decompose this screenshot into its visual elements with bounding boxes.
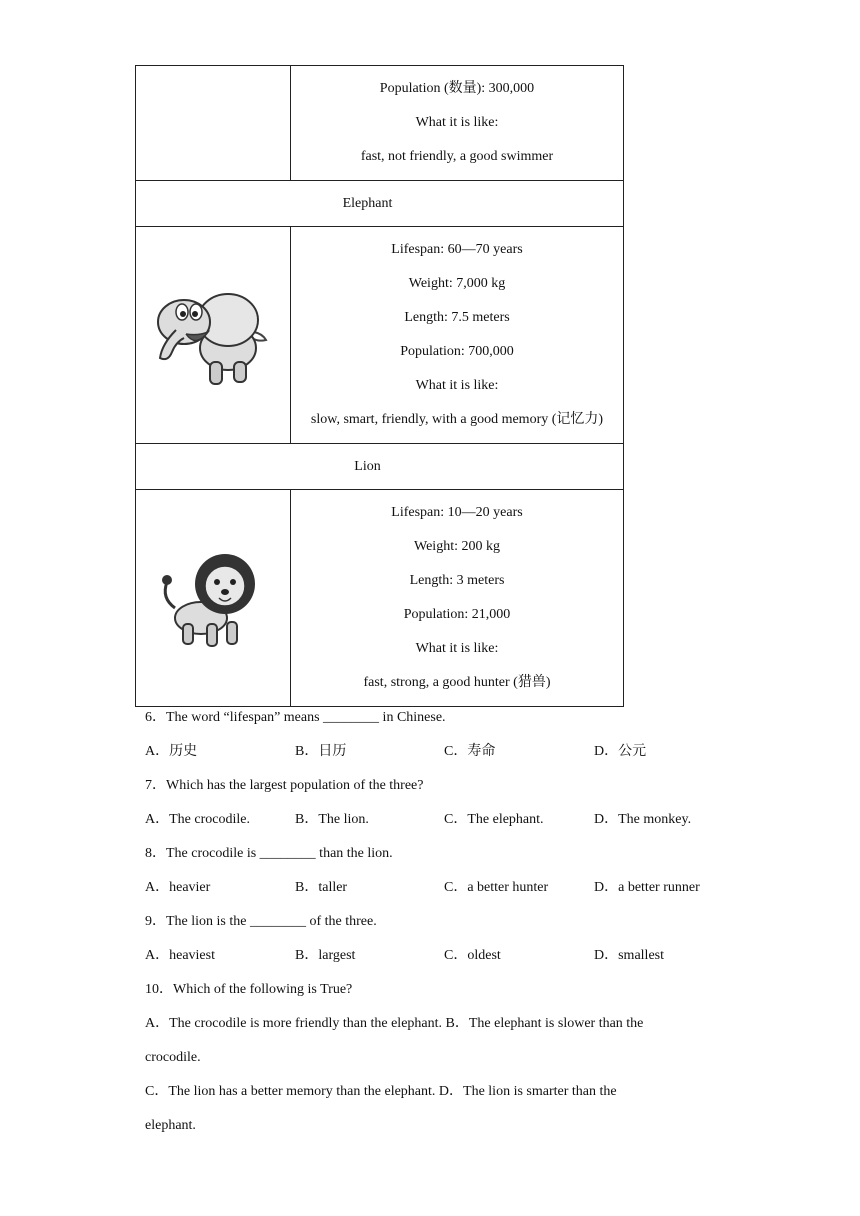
question-10-options-line-4[interactable]: elephant. — [145, 1118, 196, 1133]
elephant-population: Population: 700,000 — [400, 344, 514, 359]
question-6-option-a[interactable]: A．历史 — [145, 744, 198, 759]
question-9-options — [145, 939, 835, 973]
question-7: 7．Which has the largest population of the three? — [145, 778, 424, 793]
question-7-option-d[interactable]: D．The monkey. — [594, 812, 692, 827]
crocodile-population: Population (数量): 300,000 — [379, 81, 535, 96]
elephant-facts — [291, 227, 624, 444]
question-6: 6．The word “lifespan” means ________ in Chinese. — [145, 710, 446, 725]
question-10-options-line-2[interactable]: crocodile. — [145, 1050, 201, 1065]
question-10-options-line-3[interactable]: C．The lion has a better memory than the elephant. D．The lion is smarter than the — [145, 1084, 617, 1099]
question-6-options — [145, 735, 835, 769]
question-6-option-d[interactable]: D．公元 — [594, 744, 647, 759]
question-8: 8．The crocodile is ________ than the lion. — [145, 846, 393, 861]
lion-image-cell — [136, 490, 291, 707]
crocodile-facts — [291, 66, 624, 181]
questions-section — [145, 701, 835, 1143]
crocodile-info-row — [136, 66, 624, 181]
question-7-option-c[interactable]: C．The elephant. — [444, 812, 544, 827]
elephant-name-cell — [136, 181, 624, 227]
lion-illustration-icon — [153, 538, 273, 658]
lion-info-row — [136, 490, 624, 707]
lion-description: fast, strong, a good hunter (猎兽) — [363, 675, 551, 690]
lion-name-cell — [136, 444, 624, 490]
lion-name-row — [136, 444, 624, 490]
crocodile-description: fast, not friendly, a good swimmer — [360, 149, 554, 164]
question-8-options — [145, 871, 835, 905]
elephant-length: Length: 7.5 meters — [404, 310, 510, 325]
elephant-name: Elephant — [342, 195, 393, 211]
question-8-option-c[interactable]: C．a better hunter — [444, 880, 549, 895]
lion-lifespan: Lifespan: 10—20 years — [391, 505, 523, 520]
question-9-option-b[interactable]: B．largest — [295, 948, 356, 963]
lion-description-label: What it is like: — [415, 641, 499, 656]
question-10-options-line-1[interactable]: A．The crocodile is more friendly than the elephant. B．The elephant is slower than the — [145, 1016, 644, 1031]
elephant-name-row — [136, 181, 624, 227]
elephant-lifespan: Lifespan: 60—70 years — [391, 242, 523, 257]
elephant-description: slow, smart, friendly, with a good memory (记忆力) — [310, 412, 604, 427]
question-7-options — [145, 803, 835, 837]
question-9-option-a[interactable]: A．heaviest — [145, 948, 215, 963]
lion-length: Length: 3 meters — [409, 573, 505, 588]
question-9: 9．The lion is the ________ of the three. — [145, 914, 377, 929]
animal-info-table — [135, 65, 624, 707]
crocodile-description-label: What it is like: — [415, 115, 499, 130]
question-6-option-c[interactable]: C．寿命 — [444, 744, 496, 759]
elephant-description-label: What it is like: — [415, 378, 499, 393]
question-8-option-b[interactable]: B．taller — [295, 880, 348, 895]
question-8-option-d[interactable]: D．a better runner — [594, 880, 700, 895]
lion-weight: Weight: 200 kg — [414, 539, 500, 554]
elephant-illustration-icon — [148, 270, 278, 400]
lion-name: Lion — [354, 458, 381, 474]
crocodile-image-cell — [136, 66, 291, 181]
elephant-image-cell — [136, 227, 291, 444]
question-7-option-a[interactable]: A．The crocodile. — [145, 812, 250, 827]
question-10: 10．Which of the following is True? — [145, 982, 353, 997]
question-7-option-b[interactable]: B．The lion. — [295, 812, 369, 827]
elephant-weight: Weight: 7,000 kg — [408, 276, 506, 291]
question-8-option-a[interactable]: A．heavier — [145, 880, 211, 895]
lion-population: Population: 21,000 — [403, 607, 511, 622]
question-9-option-d[interactable]: D．smallest — [594, 948, 664, 963]
elephant-info-row — [136, 227, 624, 444]
question-9-option-c[interactable]: C．oldest — [444, 948, 501, 963]
question-6-option-b[interactable]: B．日历 — [295, 744, 347, 759]
lion-facts — [291, 490, 624, 707]
